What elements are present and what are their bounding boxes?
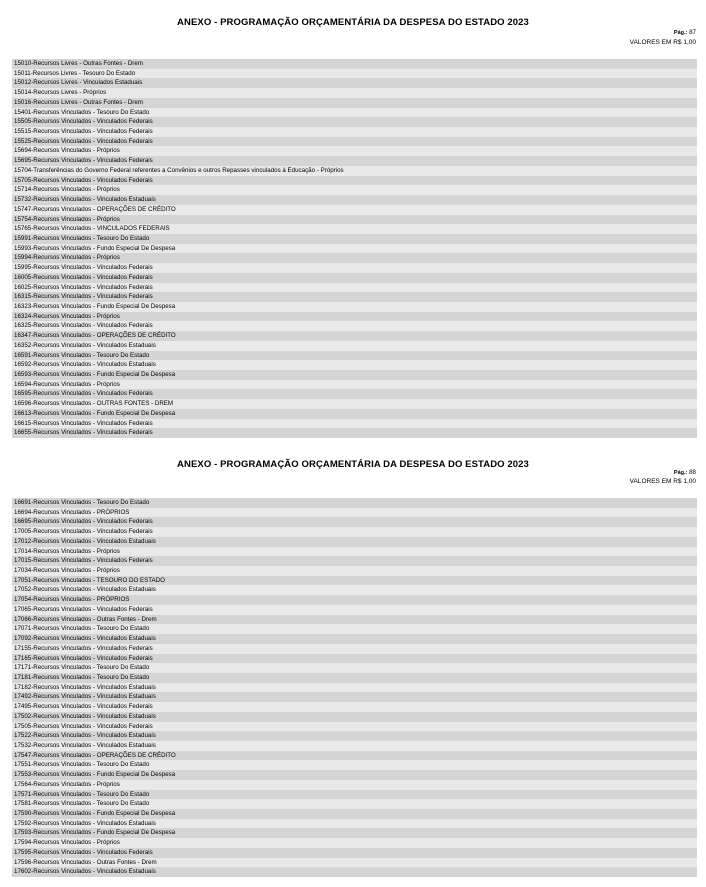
table-row: 15525-Recursos Vinculados - Vinculados Federais (12, 137, 697, 147)
table-row: 16695-Recursos Vinculados - Vinculados Federais (12, 517, 697, 527)
page-number (674, 29, 696, 36)
table-row: 16613-Recursos Vinculados - Fundo Especial De Despesa (12, 409, 697, 419)
table-row: 16324-Recursos Vinculados - Próprios (12, 312, 697, 322)
table-row: 17182-Recursos Vinculados - Vinculados Estaduais (12, 683, 697, 693)
table-row: 15011-Recursos Livres - Tesouro Do Estado (12, 69, 697, 79)
table-row: 16325-Recursos Vinculados - Vinculados Federais (12, 321, 697, 331)
table-row: 16615-Recursos Vinculados - Vinculados Federais (12, 419, 697, 429)
table-row: 17532-Recursos Vinculados - Vinculados Estaduais (12, 741, 697, 751)
page-number-value: 88 (689, 469, 696, 476)
table-row: 17547-Recursos Vinculados - OPERAÇÕES DE CRÉDITO (12, 751, 697, 761)
table-row: 17171-Recursos Vinculados - Tesouro Do Estado (12, 663, 697, 673)
table-row: 17564-Recursos Vinculados - Próprios (12, 780, 697, 790)
table-row: 15994-Recursos Vinculados - Próprios (12, 253, 697, 263)
page-number-label: Pág.: (673, 30, 688, 36)
table-row: 17595-Recursos Vinculados - Vinculados Federais (12, 848, 697, 858)
table-row: 17054-Recursos Vinculados - PRÓPRIOS (12, 595, 697, 605)
table-row: 17553-Recursos Vinculados - Fundo Especial De Despesa (12, 770, 697, 780)
table-row: 15995-Recursos Vinculados - Vinculados Federais (12, 263, 697, 273)
document-page-87 (0, 0, 706, 440)
page-number-value: 87 (689, 29, 696, 36)
table-row: 17065-Recursos Vinculados - Vinculados Federais (12, 605, 697, 615)
table-row: 15515-Recursos Vinculados - Vinculados Federais (12, 127, 697, 137)
table-row: 17155-Recursos Vinculados - Vinculados Federais (12, 644, 697, 654)
table-row: 17492-Recursos Vinculados - Vinculados Estaduais (12, 692, 697, 702)
table-row: 15012-Recursos Livres - Vinculados Estaduais (12, 78, 697, 88)
table-row: 17593-Recursos Vinculados - Fundo Especial De Despesa (12, 828, 697, 838)
table-row: 16591-Recursos Vinculados - Tesouro Do Estado (12, 351, 697, 361)
table-row: 15765-Recursos Vinculados - VINCULADOS FEDERAIS (12, 224, 697, 234)
page-number (674, 469, 696, 476)
table-row: 15732-Recursos Vinculados - Vinculados Estaduais (12, 195, 697, 205)
table-row: 16005-Recursos Vinculados - Vinculados Federais (12, 273, 697, 283)
document-page-88 (0, 446, 706, 887)
table-row: 15754-Recursos Vinculados - Próprios (12, 215, 697, 225)
table-row: 17071-Recursos Vinculados - Tesouro Do Estado (12, 624, 697, 634)
table-row: 17052-Recursos Vinculados - Vinculados Estaduais (12, 585, 697, 595)
table-row: 16655-Recursos Vinculados - Vinculados Federais (12, 428, 697, 438)
table-row: 15014-Recursos Livres - Próprios (12, 88, 697, 98)
table-row: 17005-Recursos Vinculados - Vinculados Federais (12, 527, 697, 537)
values-note: VALORES EM R$ 1,00 (629, 478, 696, 485)
table-row: 17594-Recursos Vinculados - Próprios (12, 838, 697, 848)
table-row: 16691-Recursos Vinculados - Tesouro Do Estado (12, 498, 697, 508)
table-row: 15016-Recursos Livres - Outras Fontes - Drem (12, 98, 697, 108)
table-row: 15993-Recursos Vinculados - Fundo Especial De Despesa (12, 244, 697, 254)
table-row: 17522-Recursos Vinculados - Vinculados Estaduais (12, 731, 697, 741)
table-row: 17505-Recursos Vinculados - Vinculados Federais (12, 722, 697, 732)
table-row: 16592-Recursos Vinculados - Vinculados Estaduais (12, 360, 697, 370)
table-row: 17066-Recursos Vinculados - Outras Fontes - Drem (12, 615, 697, 625)
table-row: 17592-Recursos Vinculados - Vinculados Estaduais (12, 819, 697, 829)
table-row: 16694-Recursos Vinculados - PRÓPRIOS (12, 508, 697, 518)
table-row: 17596-Recursos Vinculados - Outras Fontes - Drem (12, 858, 697, 868)
table-row: 17165-Recursos Vinculados - Vinculados Federais (12, 654, 697, 664)
table-row: 15401-Recursos Vinculados - Tesouro Do Estado (12, 108, 697, 118)
table-row: 15010-Recursos Livres - Outras Fontes - Drem (12, 59, 697, 69)
table-row: 16025-Recursos Vinculados - Vinculados Federais (12, 283, 697, 293)
table-row: 17051-Recursos Vinculados - TESOURO DO ESTADO (12, 576, 697, 586)
table-row: 16596-Recursos Vinculados - OUTRAS FONTES - DREM (12, 399, 697, 409)
table-row: 17092-Recursos Vinculados - Vinculados Estaduais (12, 634, 697, 644)
table-row: 16595-Recursos Vinculados - Vinculados Federais (12, 389, 697, 399)
table-row: 15991-Recursos Vinculados - Tesouro Do Estado (12, 234, 697, 244)
table-row: 17012-Recursos Vinculados - Vinculados Estaduais (12, 537, 697, 547)
table-row: 17502-Recursos Vinculados - Vinculados Estaduais (12, 712, 697, 722)
table-row: 17602-Recursos Vinculados - Vinculados Estaduais (12, 867, 697, 877)
table-row: 15695-Recursos Vinculados - Vinculados Federais (12, 156, 697, 166)
table-row: 17015-Recursos Vinculados - Vinculados Federais (12, 556, 697, 566)
fund-source-list (12, 59, 697, 438)
table-row: 17495-Recursos Vinculados - Vinculados Federais (12, 702, 697, 712)
table-row: 17581-Recursos Vinculados - Tesouro Do Estado (12, 799, 697, 809)
table-row: 15705-Recursos Vinculados - Vinculados Federais (12, 176, 697, 186)
table-row: 16315-Recursos Vinculados - Vinculados Federais (12, 292, 697, 302)
table-row: 15747-Recursos Vinculados - OPERAÇÕES DE CRÉDITO (12, 205, 697, 215)
table-row: 16352-Recursos Vinculados - Vinculados Estaduais (12, 341, 697, 351)
table-row: 17551-Recursos Vinculados - Tesouro Do Estado (12, 760, 697, 770)
table-row: 15694-Recursos Vinculados - Próprios (12, 146, 697, 156)
page-title: ANEXO - PROGRAMAÇÃO ORÇAMENTÁRIA DA DESPESA DO ESTADO 2023 (177, 459, 529, 470)
table-row: 16323-Recursos Vinculados - Fundo Especial De Despesa (12, 302, 697, 312)
table-row: 17034-Recursos Vinculados - Próprios (12, 566, 697, 576)
table-row: 17590-Recursos Vinculados - Fundo Especial De Despesa (12, 809, 697, 819)
fund-source-list (12, 498, 697, 877)
values-note: VALORES EM R$ 1,00 (629, 39, 696, 46)
page-number-label: Pág.: (673, 470, 688, 476)
table-row: 16593-Recursos Vinculados - Fundo Especial De Despesa (12, 370, 697, 380)
table-row: 17014-Recursos Vinculados - Próprios (12, 547, 697, 557)
table-row: 17181-Recursos Vinculados - Tesouro Do Estado (12, 673, 697, 683)
table-row: 17571-Recursos Vinculados - Tesouro Do Estado (12, 790, 697, 800)
table-row: 16594-Recursos Vinculados - Próprios (12, 380, 697, 390)
table-row: 15714-Recursos Vinculados - Próprios (12, 185, 697, 195)
table-row: 15505-Recursos Vinculados - Vinculados Federais (12, 117, 697, 127)
page-title: ANEXO - PROGRAMAÇÃO ORÇAMENTÁRIA DA DESPESA DO ESTADO 2023 (177, 17, 529, 28)
table-row: 16347-Recursos Vinculados - OPERAÇÕES DE CRÉDITO (12, 331, 697, 341)
table-row: 15704-Transferências do Governo Federal referentes a Convênios e outros Repasses vinculados à Educação - Próprios (12, 166, 697, 176)
